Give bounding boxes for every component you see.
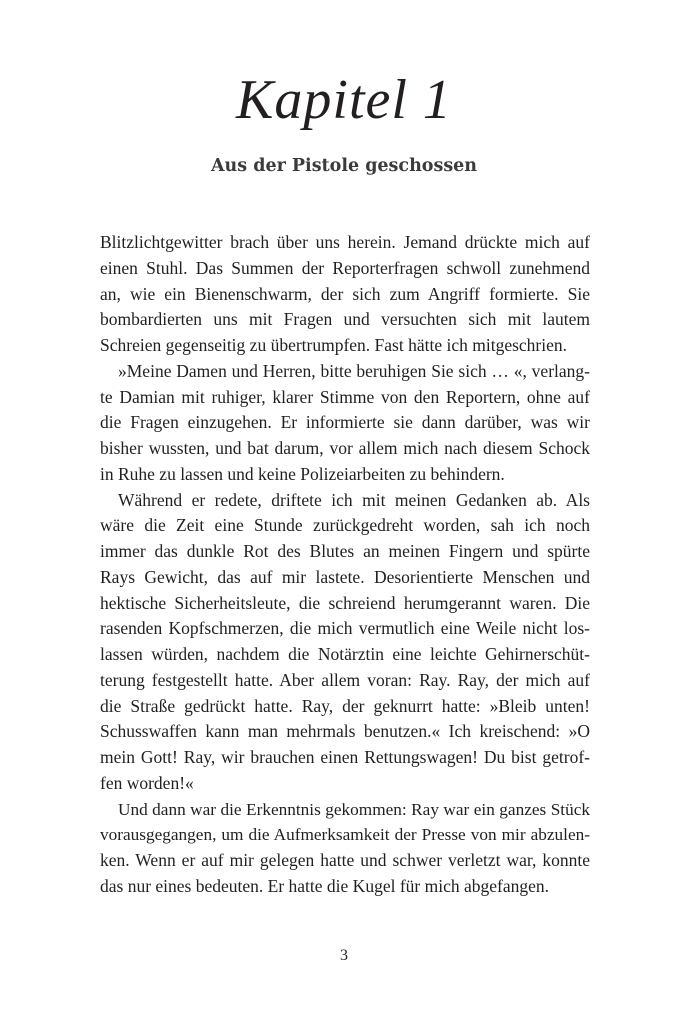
body-text: [100, 230, 590, 900]
text-line: bombardierten uns mit Fragen und versuchten sich mit lautem: [100, 309, 590, 330]
text-line: bisher wussten, und bat darum, vor allem mich nach diesem Schock: [100, 438, 590, 458]
text-line: Und dann war die Erkenntnis gekommen: Ray war ein ganzes Stück: [118, 799, 590, 819]
text-line: die Fragen einzugehen. Er informierte sie dann darüber, was wir: [100, 412, 590, 433]
text-line: Rays Gewicht, das auf mir lastete. Desorientierte Menschen und: [100, 566, 590, 587]
paragraph: [100, 359, 590, 488]
text-line: Blitzlichtgewitter brach über uns herein. Jemand drückte mich auf: [100, 232, 590, 252]
text-line: vorausgegangen, um die Aufmerksamkeit der Presse von mir abzulen-: [100, 825, 590, 845]
paragraph: [100, 488, 590, 797]
text-line: mein Gott! Ray, wir brauchen einen Rettungswagen! Du bist getrof-: [100, 747, 590, 767]
chapter-subtitle: Aus der Pistole geschossen: [210, 156, 478, 176]
text-line: immer das dunkle Rot des Blutes an meinen Fingern und spürte: [100, 541, 590, 561]
paragraph: [100, 797, 590, 900]
text-line: Schreien gegenseitig zu übertrumpfen. Fast hätte ich mitgeschrien.: [100, 335, 568, 355]
text-line: lassen würden, nachdem die Notärztin eine leichte Gehirnerschüt-: [100, 644, 590, 664]
text-line: te Damian mit ruhiger, klarer Stimme von den Reportern, ohne auf: [100, 386, 590, 407]
text-line: in Ruhe zu lassen und keine Polizeiarbeiten zu behindern.: [100, 463, 505, 484]
text-line: Während er redete, driftete ich mit meinen Gedanken ab. Als: [118, 489, 590, 510]
text-line: das nur eines bedeuten. Er hatte die Kugel für mich abgefangen.: [100, 875, 549, 896]
text-line: einen Stuhl. Das Summen der Reporterfragen schwoll zunehmend: [100, 257, 590, 278]
text-line: ken. Wenn er auf mir gelegen hatte und schwer verletzt war, konnte: [100, 850, 590, 870]
text-line: fen worden!«: [100, 772, 194, 793]
text-line: Schusswaffen kann man mehrmals benutzen.« Ich kreischend: »O: [100, 721, 590, 742]
text-line: rasenden Kopfschmerzen, die mich vermutlich eine Weile nicht los-: [100, 618, 590, 639]
chapter-title: Kapitel 1: [236, 69, 452, 131]
paragraph: [100, 230, 590, 359]
page-number: 3: [340, 947, 348, 964]
text-line: terung festgestellt hatte. Aber allem voran: Ray. Ray, der mich auf: [100, 669, 590, 690]
text-line: die Straße gedrückt hatte. Ray, der geknurrt hatte: »Bleib unten!: [100, 695, 590, 716]
text-line: wäre die Zeit eine Stunde zurückgedreht worden, sah ich noch: [100, 515, 590, 536]
text-line: »Meine Damen und Herren, bitte beruhigen Sie sich … «, verlang-: [118, 360, 590, 381]
text-line: an, wie ein Bienenschwarm, der sich zum Angriff formierte. Sie: [100, 283, 590, 304]
text-line: hektische Sicherheitsleute, die schreiend herumgerannt waren. Die: [100, 592, 590, 613]
